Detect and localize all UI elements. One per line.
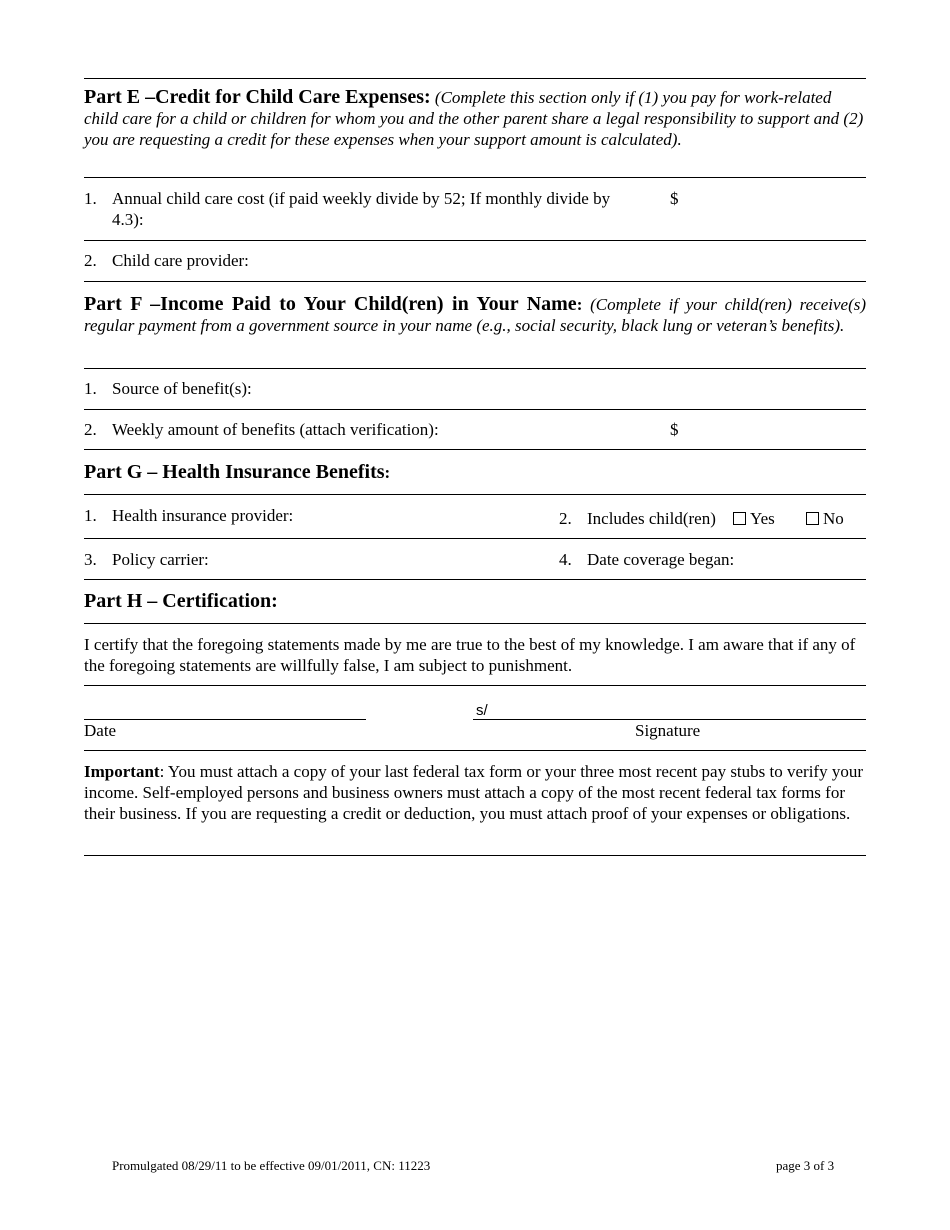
part-e-note: (Complete this section only if (1) you pay for work-related child care for a child or children for whom you and the other parent share a legal responsibility to support and (2) you are requesting a credit for these expenses when your support amount is calculated). — [84, 88, 864, 149]
signature-prefix: s/ — [476, 702, 488, 719]
signature-label: Signature — [635, 721, 701, 740]
policy-carrier-label: Policy carrier: — [112, 550, 209, 569]
source-of-benefits-field[interactable] — [270, 378, 860, 399]
part-g-item4-number: 4. — [559, 550, 572, 569]
rule — [84, 855, 866, 856]
rule — [84, 281, 866, 282]
rule — [84, 494, 866, 495]
annual-child-care-cost-field[interactable]: $ — [670, 189, 679, 208]
includes-children-label: Includes child(ren) — [587, 509, 716, 528]
yes-label: Yes — [750, 509, 775, 528]
part-f-colon: : — [576, 295, 583, 314]
important-label: Important — [84, 762, 160, 781]
part-f-note: (Complete if your child(ren) receive(s) regular payment from a government source in your name (e.g., social security, black lung or veteran’s benefits). — [84, 295, 867, 335]
no-label: No — [823, 509, 844, 528]
part-e-item1-label-cont: 4.3): — [112, 210, 144, 229]
part-h-title: Part H – Certification: — [84, 590, 278, 612]
part-f-heading — [84, 294, 866, 336]
important-note — [84, 761, 866, 824]
part-e-item2-number: 2. — [84, 251, 97, 270]
footer-page-number: page 3 of 3 — [776, 1158, 835, 1173]
rule — [84, 623, 866, 624]
date-coverage-began-field[interactable] — [755, 549, 860, 570]
rule — [84, 685, 866, 686]
date-line — [84, 719, 366, 720]
part-f-item1-number: 1. — [84, 379, 97, 398]
includes-children-no-option[interactable] — [806, 508, 844, 529]
health-insurance-provider-label: Health insurance provider: — [112, 506, 294, 525]
part-h-heading — [84, 591, 866, 612]
rule — [84, 579, 866, 580]
date-label: Date — [84, 721, 117, 740]
rule — [84, 750, 866, 751]
part-g-colon: : — [384, 463, 391, 482]
health-insurance-provider-field[interactable] — [320, 505, 545, 526]
rule — [84, 177, 866, 178]
certification-statement: I certify that the foregoing statements made by me are true to the best of my knowledge. I am aware that if any of the foregoing statements are willfully false, I am subject to punishment. — [84, 635, 856, 675]
weekly-benefits-field[interactable]: $ — [670, 420, 679, 439]
policy-carrier-field[interactable] — [225, 549, 545, 570]
rule — [84, 449, 866, 450]
rule — [84, 240, 866, 241]
source-of-benefits-label: Source of benefit(s): — [112, 379, 252, 398]
rule — [84, 409, 866, 410]
part-g-item3-number: 3. — [84, 550, 97, 569]
child-care-provider-field[interactable] — [270, 250, 860, 271]
rule-top — [84, 78, 866, 79]
yes-checkbox[interactable] — [733, 512, 746, 525]
part-e-heading — [84, 87, 866, 150]
signature-field[interactable] — [490, 697, 860, 719]
rule — [84, 368, 866, 369]
important-text: : You must attach a copy of your last federal tax form or your three most recent pay stubs to verify your income. Self-employed persons and business owners must attach a copy of the most recent federal tax forms for their business. If you are requesting a credit or deduction, you must attach proof of your expenses or obligations. — [84, 762, 863, 823]
part-e-item1-number: 1. — [84, 189, 97, 208]
part-f-item2-number: 2. — [84, 420, 97, 439]
part-e-item1-label: Annual child care cost (if paid weekly divide by 52; If monthly divide by — [112, 189, 611, 208]
date-field[interactable] — [84, 697, 366, 719]
weekly-benefits-label: Weekly amount of benefits (attach verification): — [112, 420, 439, 439]
part-f-title: Part F –Income Paid to Your Child(ren) in Your Name — [84, 293, 577, 315]
footer-promulgated: Promulgated 08/29/11 to be effective 09/01/2011, CN: 11223 — [112, 1158, 431, 1173]
part-g-item1-number: 1. — [84, 506, 97, 525]
rule — [84, 538, 866, 539]
date-coverage-began-label: Date coverage began: — [587, 550, 735, 569]
part-g-item2-number: 2. — [559, 509, 572, 528]
no-checkbox[interactable] — [806, 512, 819, 525]
part-g-title: Part G – Health Insurance Benefits — [84, 461, 385, 483]
child-care-provider-label: Child care provider: — [112, 251, 249, 270]
part-g-heading — [84, 462, 866, 483]
includes-children-yes-option[interactable] — [733, 508, 775, 529]
part-e-title: Part E –Credit for Child Care Expenses: — [84, 86, 431, 108]
